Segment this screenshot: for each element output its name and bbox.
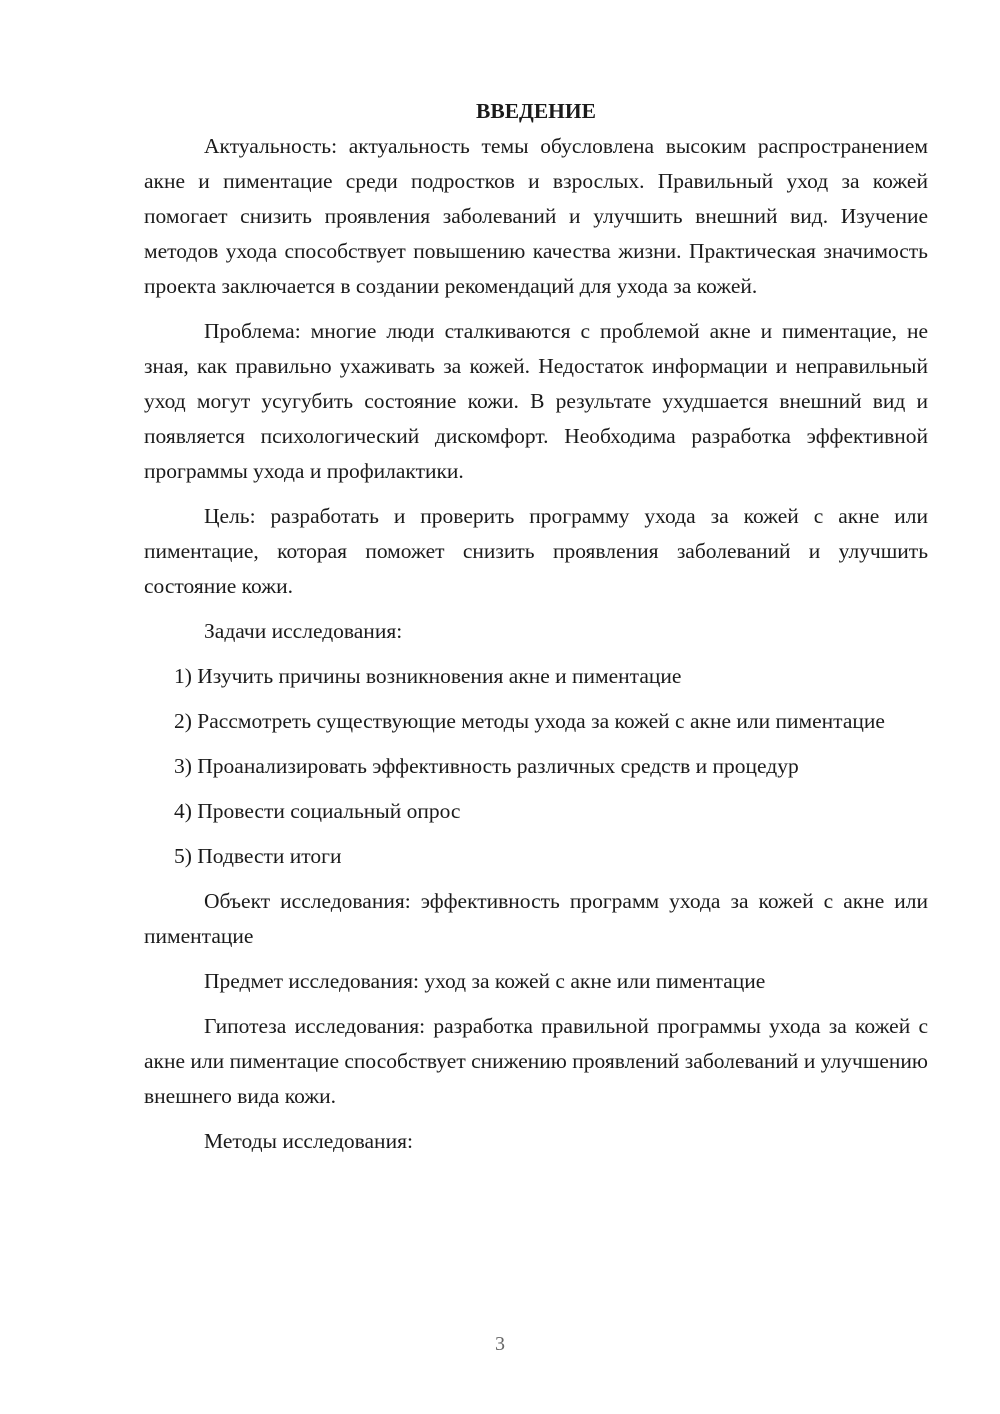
page-number: 3 xyxy=(495,1333,505,1355)
task-item: 3) Проанализировать эффективность различных средств и процедур xyxy=(174,754,799,778)
task-item: 5) Подвести итоги xyxy=(174,844,342,868)
goal-paragraph: Цель: разработать и проверить программу ухода за кожей с акне или пиментацие, которая поможет снизить проявления заболеваний и улучшить состояние кожи. xyxy=(144,504,928,598)
tasks-title: Задачи исследования: xyxy=(204,619,403,643)
problem-paragraph: Проблема: многие люди сталкиваются с проблемой акне и пиментацие, не зная, как правильно ухаживать за кожей. Недостаток информации и неправильный уход могут усугубить состояние кожи. В результате ухудшается внешний вид и появляется психологический дискомфорт. Необходима разработка эффективной программы ухода и профилактики. xyxy=(144,319,928,483)
object-paragraph: Объект исследования: эффективность программ ухода за кожей с акне или пиментацие xyxy=(144,889,928,948)
task-item: 1) Изучить причины возникновения акне и пиментацие xyxy=(174,664,682,688)
methods-paragraph: Методы исследования: xyxy=(204,1129,413,1153)
hypothesis-paragraph: Гипотеза исследования: разработка правильной программы ухода за кожей с акне или пиментацие способствует снижению проявлений заболеваний и улучшению внешнего вида кожи. xyxy=(144,1014,928,1108)
subject-paragraph: Предмет исследования: уход за кожей с акне или пиментацие xyxy=(204,969,766,993)
task-item: 4) Провести социальный опрос xyxy=(174,799,461,823)
relevance-paragraph: Актуальность: актуальность темы обусловлена высоким распространением акне и пиментацие среди подростков и взрослых. Правильный уход за кожей помогает снизить проявления заболеваний и улучшить внешний вид. Изучение методов ухода способствует повышению качества жизни. Практическая значимость проекта заключается в создании рекомендаций для ухода за кожей. xyxy=(144,134,928,298)
section-heading: ВВЕДЕНИЕ xyxy=(476,99,596,123)
document-page xyxy=(144,94,928,1159)
task-item: 2) Рассмотреть существующие методы ухода за кожей с акне или пиментацие xyxy=(174,709,885,733)
